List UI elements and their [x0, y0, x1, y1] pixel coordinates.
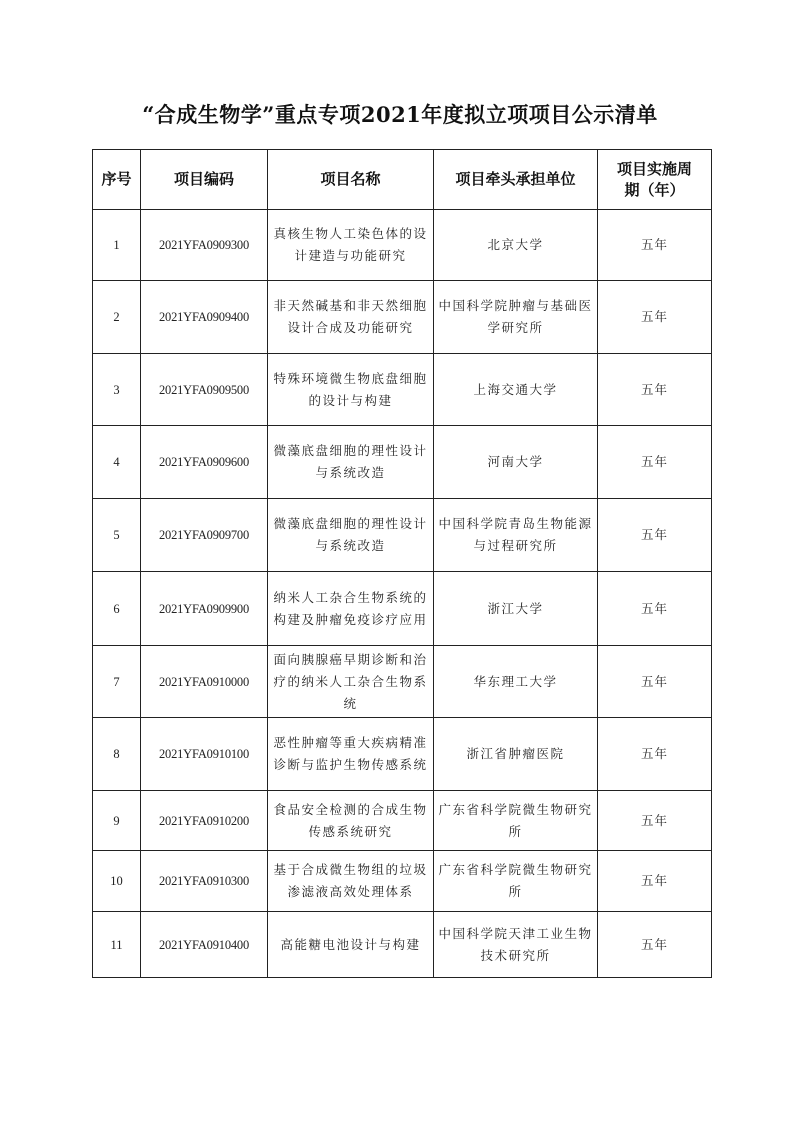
cell-period: 五年 [598, 499, 712, 572]
header-unit: 项目牵头承担单位 [434, 150, 598, 210]
cell-code: 2021YFA0910300 [141, 851, 268, 912]
table-row [93, 426, 712, 499]
project-list-table [92, 149, 712, 978]
cell-unit: 浙江大学 [434, 572, 598, 646]
cell-code: 2021YFA0909500 [141, 354, 268, 426]
cell-period: 五年 [598, 791, 712, 851]
table-row [93, 210, 712, 281]
cell-period: 五年 [598, 354, 712, 426]
cell-index: 11 [93, 912, 141, 978]
table-row [93, 912, 712, 978]
cell-index: 2 [93, 281, 141, 354]
table-row [93, 354, 712, 426]
cell-code: 2021YFA0909900 [141, 572, 268, 646]
cell-period: 五年 [598, 646, 712, 718]
cell-unit: 中国科学院青岛生物能源与过程研究所 [434, 499, 598, 572]
cell-unit: 广东省科学院微生物研究所 [434, 851, 598, 912]
header-name: 项目名称 [268, 150, 434, 210]
cell-name: 真核生物人工染色体的设计建造与功能研究 [268, 210, 434, 281]
cell-unit: 北京大学 [434, 210, 598, 281]
cell-code: 2021YFA0910100 [141, 718, 268, 791]
header-code: 项目编码 [141, 150, 268, 210]
cell-unit: 上海交通大学 [434, 354, 598, 426]
cell-period: 五年 [598, 572, 712, 646]
table-row [93, 851, 712, 912]
cell-period: 五年 [598, 718, 712, 791]
table-row [93, 791, 712, 851]
cell-code: 2021YFA0910400 [141, 912, 268, 978]
cell-index: 6 [93, 572, 141, 646]
cell-code: 2021YFA0910200 [141, 791, 268, 851]
cell-name: 恶性肿瘤等重大疾病精准诊断与监护生物传感系统 [268, 718, 434, 791]
header-index: 序号 [93, 150, 141, 210]
table-row [93, 281, 712, 354]
cell-name: 纳米人工杂合生物系统的构建及肿瘤免疫诊疗应用 [268, 572, 434, 646]
cell-index: 4 [93, 426, 141, 499]
table-row [93, 646, 712, 718]
cell-name: 微藻底盘细胞的理性设计与系统改造 [268, 426, 434, 499]
table-row [93, 718, 712, 791]
cell-code: 2021YFA0909600 [141, 426, 268, 499]
cell-index: 3 [93, 354, 141, 426]
cell-name: 面向胰腺癌早期诊断和治疗的纳米人工杂合生物系统 [268, 646, 434, 718]
cell-index: 9 [93, 791, 141, 851]
cell-unit: 中国科学院肿瘤与基础医学研究所 [434, 281, 598, 354]
cell-code: 2021YFA0909400 [141, 281, 268, 354]
cell-period: 五年 [598, 281, 712, 354]
cell-unit: 浙江省肿瘤医院 [434, 718, 598, 791]
cell-period: 五年 [598, 426, 712, 499]
cell-code: 2021YFA0909300 [141, 210, 268, 281]
cell-period: 五年 [598, 851, 712, 912]
cell-code: 2021YFA0909700 [141, 499, 268, 572]
cell-name: 微藻底盘细胞的理性设计与系统改造 [268, 499, 434, 572]
header-period: 项目实施周期（年） [598, 150, 712, 210]
table-row [93, 499, 712, 572]
table-row [93, 572, 712, 646]
cell-unit: 华东理工大学 [434, 646, 598, 718]
cell-name: 食品安全检测的合成生物传感系统研究 [268, 791, 434, 851]
cell-unit: 中国科学院天津工业生物技术研究所 [434, 912, 598, 978]
cell-name: 高能糖电池设计与构建 [268, 912, 434, 978]
document-title: “合成生物学”重点专项2021年度拟立项项目公示清单 [142, 102, 658, 127]
cell-index: 1 [93, 210, 141, 281]
cell-unit: 广东省科学院微生物研究所 [434, 791, 598, 851]
cell-index: 7 [93, 646, 141, 718]
cell-name: 基于合成微生物组的垃圾渗滤液高效处理体系 [268, 851, 434, 912]
cell-index: 8 [93, 718, 141, 791]
cell-period: 五年 [598, 912, 712, 978]
cell-period: 五年 [598, 210, 712, 281]
cell-index: 5 [93, 499, 141, 572]
cell-name: 特殊环境微生物底盘细胞的设计与构建 [268, 354, 434, 426]
cell-index: 10 [93, 851, 141, 912]
cell-code: 2021YFA0910000 [141, 646, 268, 718]
table-header-row [93, 150, 712, 210]
cell-unit: 河南大学 [434, 426, 598, 499]
cell-name: 非天然碱基和非天然细胞设计合成及功能研究 [268, 281, 434, 354]
